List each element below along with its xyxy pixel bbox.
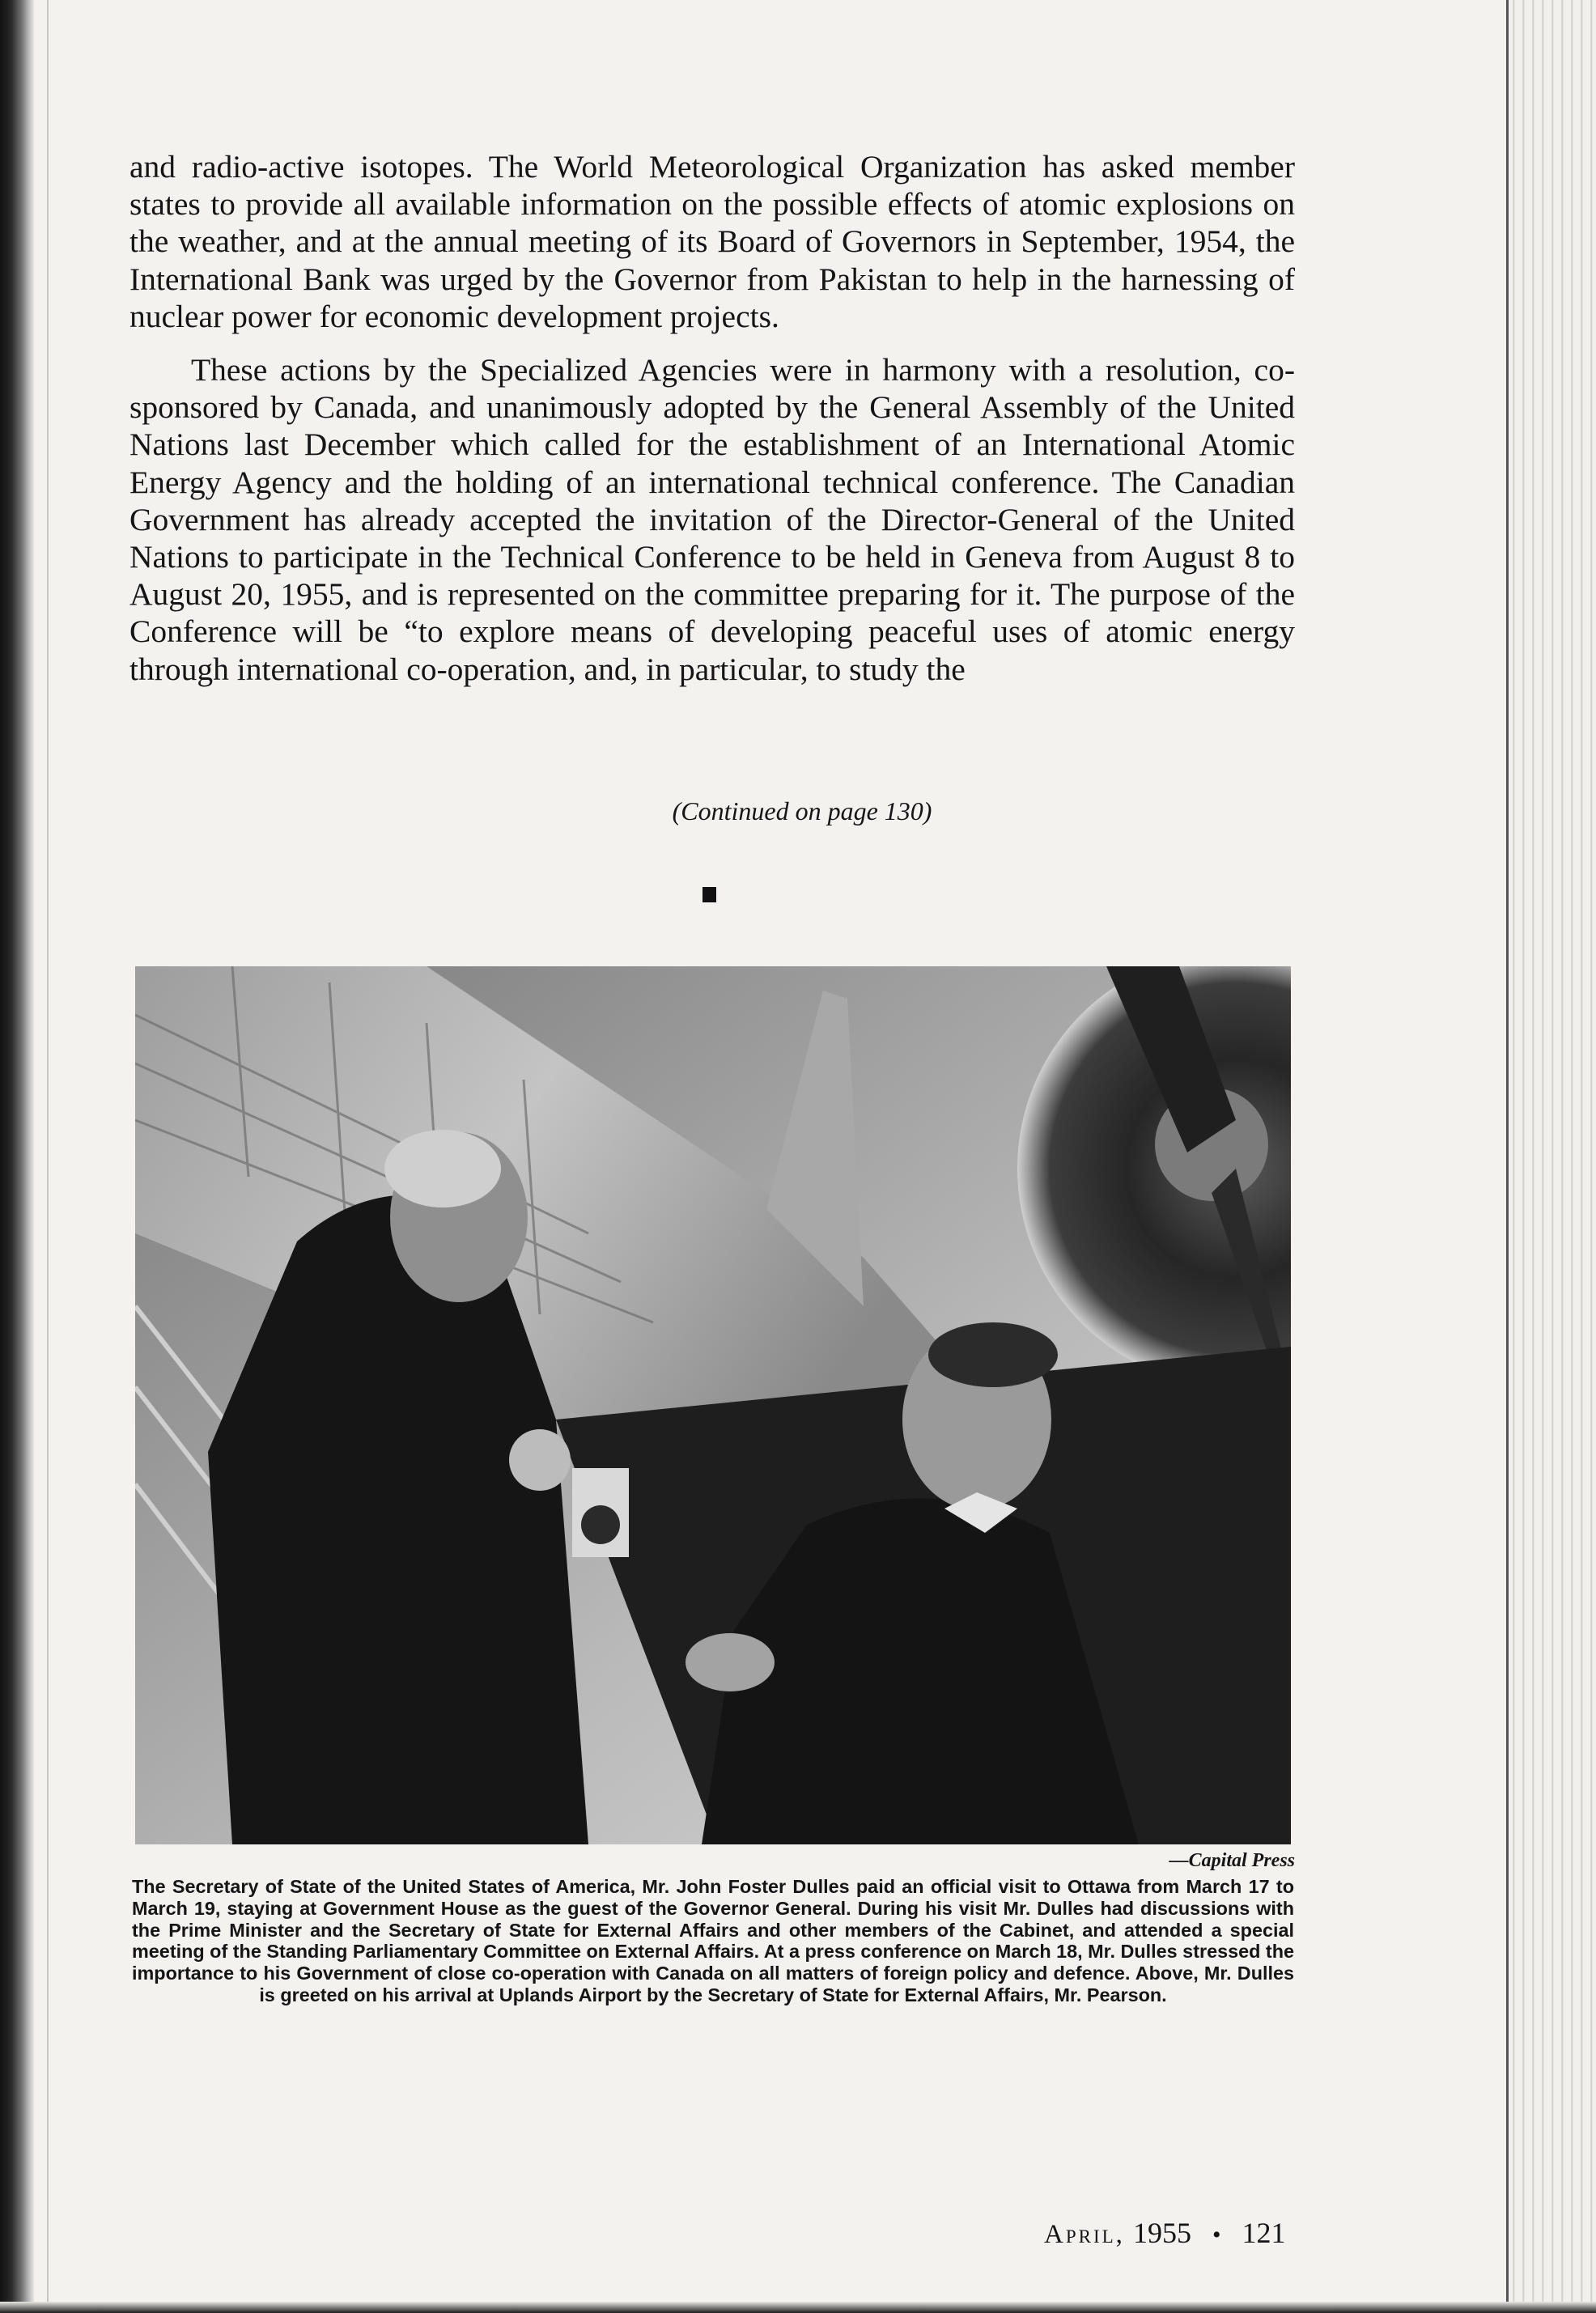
page-edges xyxy=(1505,0,1596,2313)
paragraph-1: and radio-active isotopes. The World Meteorological Organization has asked member states to provide all available information on the possible effects of atomic explosions on the weather, and at the annual meeting of its Board of Governors in September, 1954, the International Bank was urged by the Governor from Pakistan to help in the harnessing of nuclear power for economic development projects. xyxy=(129,149,1295,334)
section-divider-square xyxy=(702,887,716,902)
page-footer xyxy=(1044,2215,1285,2253)
article-body xyxy=(129,148,1295,688)
bottom-edge xyxy=(0,2302,1596,2313)
page-edge-line xyxy=(1506,0,1509,2313)
photo-credit: —Capital Press xyxy=(1169,1850,1295,1871)
news-photo xyxy=(135,966,1291,1844)
handshake xyxy=(686,1633,775,1691)
footer-separator: • xyxy=(1212,2222,1221,2248)
binding-line xyxy=(47,0,49,2313)
paragraph-2: These actions by the Specialized Agencies were in harmony with a resolution, co-sponsored by Canada, and unanimously adopted by the General Assembly of the United Nations last December which called for the establishment of an International Atomic Energy Agency and the holding of an international technical conference. The Canadian Government has already accepted the invitation of the Director-General of the United Nations to participate in the Technical Conference to be held in Geneva from August 8 to August 20, 1955, and is represented on the committee preparing for it. The purpose of the Conference will be “to explore means of developing peaceful uses of atomic energy through international co-operation, and, in particular, to study the xyxy=(129,352,1295,687)
binding-shadow xyxy=(0,0,34,2313)
page-number: 121 xyxy=(1242,2217,1286,2249)
footer-year: 1955 xyxy=(1132,2217,1191,2249)
photo-caption: The Secretary of State of the United States of America, Mr. John Foster Dulles paid an official visit to Ottawa from March 17 to March 19, staying at Government House as the guest of the Governor General. During his visit Mr. Dulles had discussions with the Prime Minister and the Secretary of State for External Affairs and other members of the Cabinet, and attended a special meeting of the Standing Parliamentary Committee on External Affairs. At a press conference on March 18, Mr. Dulles stressed the importance to his Government of close co-operation with Canada on all matters of foreign policy and defence. Above, Mr. Dulles is greeted on his arrival at Uplands Airport by the Secretary of State for External Affairs, Mr. Pearson. xyxy=(132,1876,1294,2005)
continued-note: (Continued on page 130) xyxy=(672,796,932,825)
footer-month: April, xyxy=(1044,2220,1125,2249)
